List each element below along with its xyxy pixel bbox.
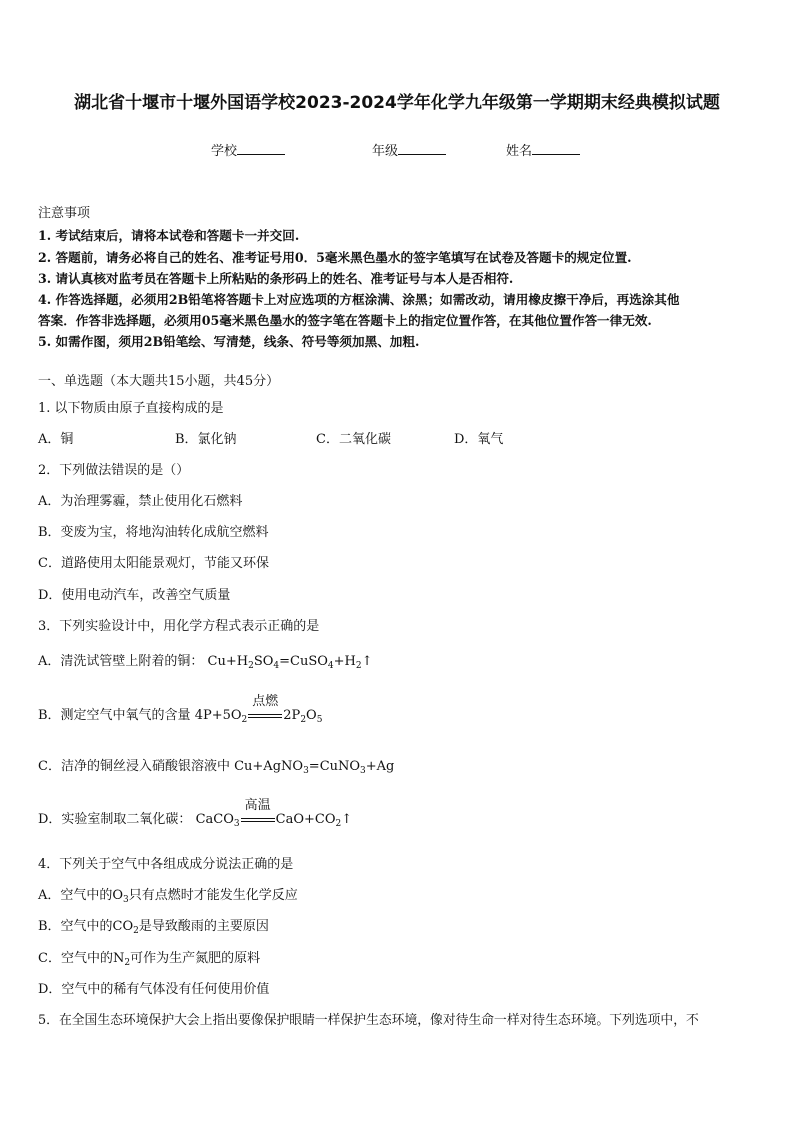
q3-option-b-equation: $4P+5O_2$ 点燃 $2P_2O_5$ [195,708,323,723]
school-blank[interactable] [237,142,285,155]
q4-option-a-pre: A．空气中的O [38,888,124,903]
question-4-stem: 4．下列关于空气中各组成成分说法正确的是 [38,857,294,872]
grade-field[interactable] [372,140,446,159]
q3-option-d-equation: CaCO$_3$ 高温 $CaO+CO_2↑$ [196,812,353,827]
q3-option-d[interactable] [38,798,353,829]
q3-option-a-text: A．清洗试管壁上附着的铜： [38,654,204,669]
q3-option-c[interactable] [38,755,394,774]
q3-option-c-equation: Cu+AgNO$_3$=CuNO$_3$+Ag [234,759,395,776]
q2-option-a[interactable]: A．为治理雾霾，禁止使用化石燃料 [38,494,243,509]
q3-option-a[interactable] [38,650,373,669]
question-2-stem: 2．下列做法错误的是（） [38,463,190,478]
condition-label: 高温 [244,798,271,813]
q2-option-c[interactable]: C．道路使用太阳能景观灯，节能又环保 [38,556,269,571]
q1-option-a[interactable]: A．铜 [38,432,74,447]
q1-option-c[interactable]: C．二氧化碳 [316,432,391,447]
section-heading: 一、单选题（本大题共15小题，共45分） [38,374,280,389]
question-5-stem: 5．在全国生态环境保护大会上指出要像保护眼睛一样保护生态环境，像对待生命一样对待生态环境。下列选项中，不 [38,1013,699,1028]
note-item: 4. 作答选择题，必须用2B铅笔将答题卡上对应选项的方框涂满、涂黑；如需改动，请用橡皮擦干净后，再选涂其他 [38,292,680,307]
q2-option-b[interactable]: B．变废为宝，将地沟油转化成航空燃料 [38,525,269,540]
q4-option-d[interactable]: D．空气中的稀有气体没有任何使用价值 [38,982,270,997]
q3-option-b-text: B．测定空气中氧气的含量 [38,708,191,723]
note-item: 5. 如需作图，须用2B铅笔绘、写清楚，线条、符号等须加黑、加粗. [38,334,420,349]
notes-heading: 注意事项 [38,206,91,221]
grade-blank[interactable] [398,142,446,155]
q4-option-a-post: 只有点燃时才能发生化学反应 [128,888,298,903]
q4-option-b-post: 是导致酸雨的主要原因 [138,919,269,934]
reaction-condition [247,694,283,723]
condition-label: 点燃 [252,694,279,709]
grade-label: 年级 [372,144,399,159]
note-item: 答案．作答非选择题，必须用05毫米黑色墨水的签字笔在答题卡上的指定位置作答，在其他位置作答一律无效. [38,313,652,328]
note-item: 1. 考试结束后，请将本试卷和答题卡一并交回. [38,228,300,243]
note-item: 2. 答题前，请务必将自己的姓名、准考证号用0．5毫米黑色墨水的签字笔填写在试卷及答题卡的规定位置. [38,250,632,265]
q4-option-b-pre: B．空气中的CO [38,919,134,934]
name-field[interactable] [506,140,580,159]
q1-option-b[interactable]: B．氯化钠 [175,432,237,447]
question-1-stem: 1. 以下物质由原子直接构成的是 [38,401,224,416]
school-field[interactable] [211,140,285,159]
q4-option-b[interactable]: B．空气中的$CO_2$是导致酸雨的主要原因 [38,919,269,936]
q3-option-c-text: C．洁净的铜丝浸入硝酸银溶液中 [38,759,230,774]
name-blank[interactable] [532,142,580,155]
reaction-condition [240,798,276,827]
q4-option-a[interactable]: A．空气中的$O_3$只有点燃时才能发生化学反应 [38,888,298,905]
school-label: 学校 [211,144,238,159]
q4-option-c[interactable]: C．空气中的$N_2$可作为生产氮肥的原料 [38,951,261,968]
question-3-stem: 3．下列实验设计中，用化学方程式表示正确的是 [38,619,320,634]
q1-option-d[interactable]: D．氧气 [454,432,504,447]
page-title: 湖北省十堰市十堰外国语学校2023-2024学年化学九年级第一学期期末经典模拟试题 [74,93,720,113]
note-item: 3. 请认真核对监考员在答题卡上所粘贴的条形码上的姓名、准考证号与本人是否相符. [38,271,514,286]
q3-option-b[interactable] [38,694,323,725]
q4-option-c-pre: C．空气中的N [38,951,125,966]
q3-option-a-equation: $Cu+H_2SO_4=CuSO_4+H_2↑$ [207,654,373,671]
q4-option-c-post: 可作为生产氮肥的原料 [130,951,261,966]
q3-option-d-text: D．实验室制取二氧化碳： [38,812,192,827]
name-label: 姓名 [506,144,533,159]
q2-option-d[interactable]: D．使用电动汽车，改善空气质量 [38,588,231,603]
